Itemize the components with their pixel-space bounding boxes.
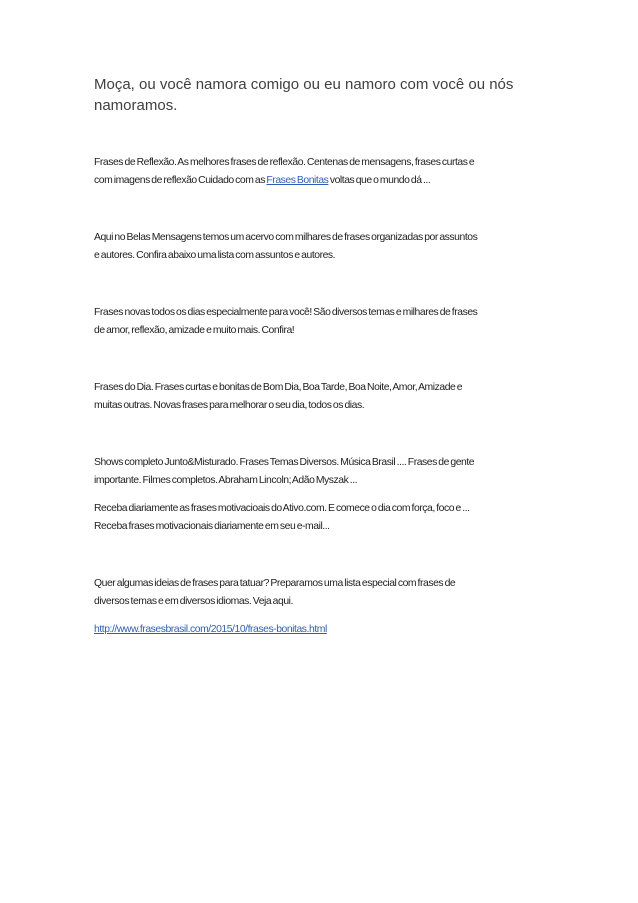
paragraph-line: Frases novas todos os dias especialmente para você! São diversos temas e milhares de frases (94, 307, 478, 318)
paragraph-line: importante. Filmes completos. Abraham Lincoln; Adão Myszak ... (94, 475, 358, 486)
paragraph-belas-mensagens (94, 229, 554, 265)
source-url-link[interactable]: http://www.frasesbrasil.com/2015/10/frases-bonitas.html (94, 624, 327, 635)
document-page (94, 74, 554, 639)
paragraph-frases-do-dia (94, 379, 554, 415)
paragraph-line: Shows completo Junto&Misturado. Frases Temas Diversos. Música Brasil .... Frases de gente (94, 457, 475, 468)
paragraph-line: de amor, reflexão, amizade e muito mais. Confira! (94, 325, 295, 336)
paragraph-line (94, 175, 430, 186)
paragraph-line: e autores. Confira abaixo uma lista com assuntos e autores. (94, 250, 336, 261)
paragraph-line: muitas outras. Novas frases para melhorar o seu dia, todos os dias. (94, 400, 365, 411)
paragraph-line: Frases do Dia. Frases curtas e bonitas de Bom Dia, Boa Tarde, Boa Noite, Amor, Amizade e (94, 382, 463, 393)
paragraph-ativo (94, 500, 554, 536)
paragraph-text: com imagens de reflexão Cuidado com as (94, 175, 267, 186)
paragraph-line: Receba diariamente as frases motivacioais do Ativo.com. E comece o dia com força, foco e ... (94, 503, 470, 514)
paragraph-shows (94, 454, 554, 490)
paragraph-tatuar (94, 575, 554, 611)
frases-bonitas-link[interactable]: Frases Bonitas (266, 175, 329, 186)
paragraph-frases-novas (94, 304, 554, 340)
url-paragraph (94, 621, 554, 639)
paragraph-line: Quer algumas ideias de frases para tatuar? Preparamos uma lista especial com frases de (94, 578, 456, 589)
page-title: Moça, ou você namora comigo ou eu namoro com você ou nós namoramos. (94, 76, 514, 114)
paragraph-line: Frases de Reflexão. As melhores frases de reflexão. Centenas de mensagens, frases curtas e (94, 157, 475, 168)
paragraph-line: diversos temas e em diversos idiomas. Veja aqui. (94, 596, 293, 607)
paragraph-line: Receba frases motivacionais diariamente em seu e-mail... (94, 521, 330, 532)
paragraph-reflexao (94, 154, 554, 190)
paragraph-text: voltas que o mundo dá ... (328, 175, 431, 186)
paragraph-line: Aqui no Belas Mensagens temos um acervo com milhares de frases organizadas por assuntos (94, 232, 478, 243)
